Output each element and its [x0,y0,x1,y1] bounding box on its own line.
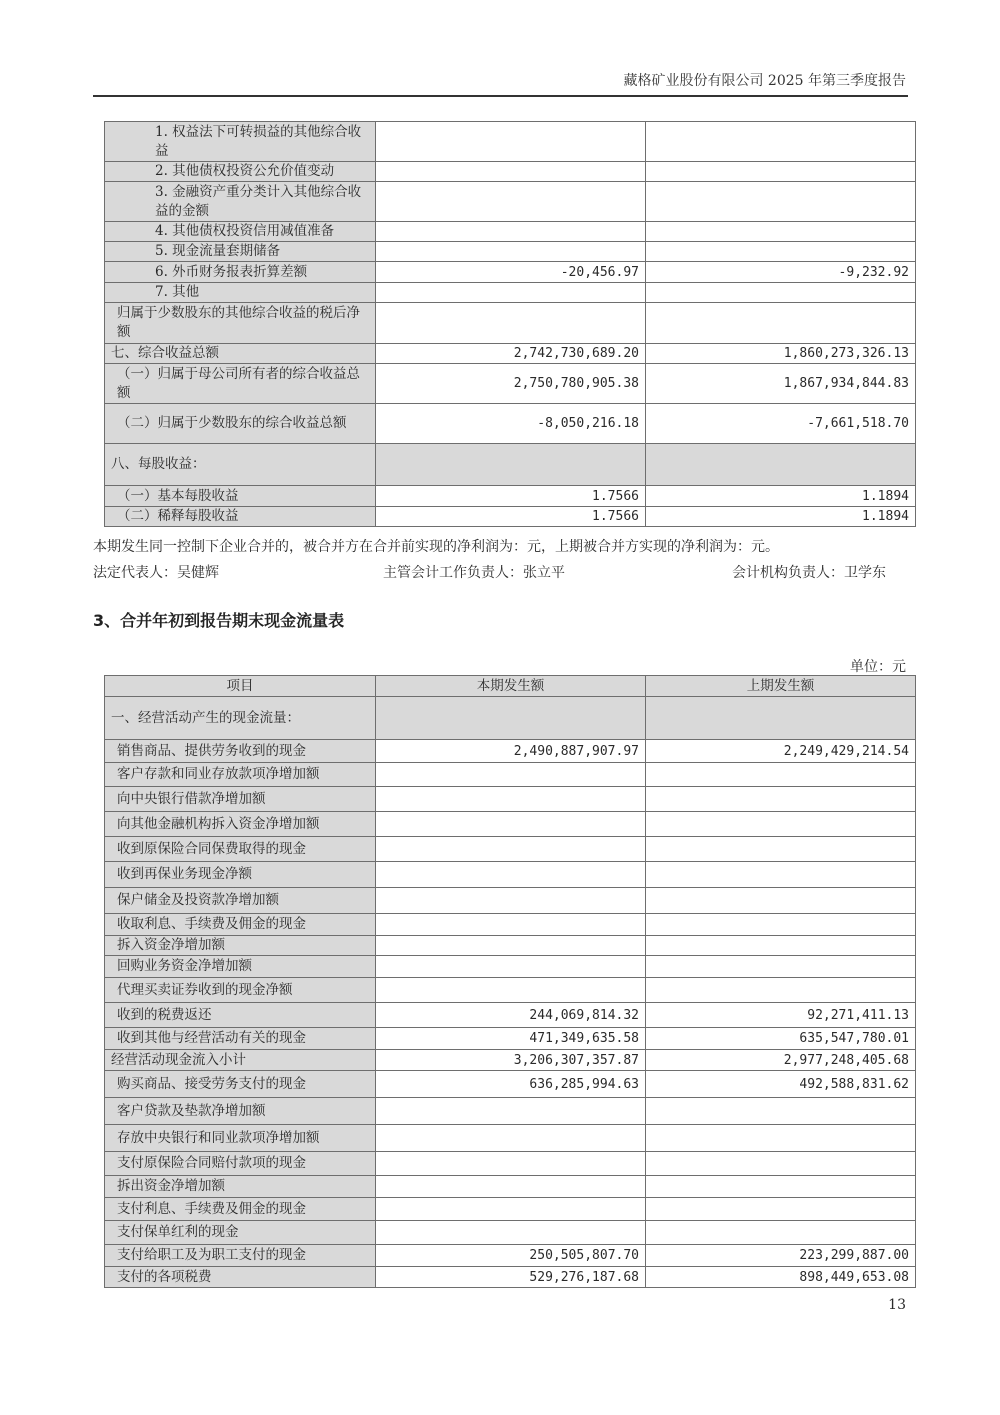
row-label: 经营活动现金流入小计 [105,1050,376,1071]
cashflow-table-row [105,936,916,956]
prior-period-value: 92,271,411.13 [646,1003,916,1028]
prior-period-value: -9,232.92 [646,262,916,283]
current-period-value [376,222,646,242]
income-table-row [105,404,916,444]
row-label: 5. 现金流量套期储备 [105,242,376,262]
row-label: 收到其他与经营活动有关的现金 [105,1028,376,1050]
current-period-value [376,1198,646,1221]
cashflow-table-row [105,1098,916,1125]
prior-period-value [646,914,916,936]
current-period-value [376,122,646,162]
row-label: 支付的各项税费 [105,1267,376,1288]
row-label: 保户储金及投资款净增加额 [105,888,376,914]
current-period-value [376,978,646,1003]
row-label: 收取利息、手续费及佣金的现金 [105,914,376,936]
current-period-value: 471,349,635.58 [376,1028,646,1050]
column-header-current: 本期发生额 [376,676,646,697]
prior-period-value [646,283,916,303]
prior-period-value [646,1198,916,1221]
row-label: 收到的税费返还 [105,1003,376,1028]
row-label: 客户存款和同业存放款项净增加额 [105,763,376,787]
current-period-value [376,888,646,914]
cashflow-table-row [105,1221,916,1245]
current-period-value: 2,742,730,689.20 [376,344,646,364]
prior-period-value [646,162,916,182]
cashflow-table-row [105,1245,916,1267]
income-table-row [105,242,916,262]
row-label: 七、综合收益总额 [105,344,376,364]
income-table-row [105,182,916,222]
prior-period-value [646,1125,916,1152]
prior-period-value: 1,860,273,326.13 [646,344,916,364]
income-table-row [105,262,916,283]
prior-period-value [646,1152,916,1176]
row-label: 7. 其他 [105,283,376,303]
cashflow-table-row [105,1152,916,1176]
row-label: 支付给职工及为职工支付的现金 [105,1245,376,1267]
header-divider [93,95,908,97]
prior-period-value [646,978,916,1003]
prior-period-value: 1,867,934,844.83 [646,364,916,404]
page-number: 13 [888,1297,906,1313]
current-period-value [376,162,646,182]
prior-period-value [646,303,916,344]
accounting-head: 主管会计工作负责人：张立平 [383,565,565,581]
merger-note: 本期发生同一控制下企业合并的，被合并方在合并前实现的净利润为：元，上期被合并方实现的净利润为：元。 [93,539,779,555]
row-label: 向中央银行借款净增加额 [105,787,376,812]
current-period-value: -8,050,216.18 [376,404,646,444]
income-table-row [105,122,916,162]
current-period-value [376,1152,646,1176]
cashflow-table-row [105,1028,916,1050]
row-label: 支付保单红利的现金 [105,1221,376,1245]
cashflow-table-row [105,837,916,862]
prior-period-value [646,787,916,812]
prior-period-value [646,888,916,914]
income-table-row [105,444,916,486]
income-table-row [105,344,916,364]
row-label: （二）稀释每股收益 [105,507,376,527]
current-period-value [376,936,646,956]
row-label: 归属于少数股东的其他综合收益的税后净额 [105,303,376,344]
cashflow-table-row [105,1071,916,1098]
cashflow-header-row [105,676,916,697]
current-period-value [376,283,646,303]
current-period-value [376,697,646,740]
accounting-org-head: 会计机构负责人：卫学东 [732,565,886,581]
prior-period-value [646,812,916,837]
current-period-value [376,1098,646,1125]
row-label: 购买商品、接受劳务支付的现金 [105,1071,376,1098]
cashflow-table-row [105,862,916,888]
current-period-value [376,914,646,936]
current-period-value: 3,206,307,357.87 [376,1050,646,1071]
cashflow-table-row [105,914,916,936]
current-period-value [376,444,646,486]
legal-representative: 法定代表人：吴健辉 [93,565,219,581]
row-label: 八、每股收益： [105,444,376,486]
row-label: 收到原保险合同保费取得的现金 [105,837,376,862]
current-period-value: 1.7566 [376,507,646,527]
cashflow-table-row [105,888,916,914]
current-period-value: -20,456.97 [376,262,646,283]
unit-label: 单位：元 [850,659,906,675]
prior-period-value [646,444,916,486]
row-label: 支付利息、手续费及佣金的现金 [105,1198,376,1221]
prior-period-value: 2,249,429,214.54 [646,740,916,763]
cashflow-table-row [105,1050,916,1071]
current-period-value: 1.7566 [376,486,646,507]
income-table-row [105,486,916,507]
prior-period-value [646,936,916,956]
prior-period-value [646,182,916,222]
column-header-prior: 上期发生额 [646,676,916,697]
prior-period-value: 898,449,653.08 [646,1267,916,1288]
row-label: （一）归属于母公司所有者的综合收益总额 [105,364,376,404]
row-label: 销售商品、提供劳务收到的现金 [105,740,376,763]
current-period-value: 2,490,887,907.97 [376,740,646,763]
current-period-value [376,812,646,837]
prior-period-value [646,862,916,888]
row-label: 收到再保业务现金净额 [105,862,376,888]
prior-period-value: 635,547,780.01 [646,1028,916,1050]
cashflow-table-row [105,978,916,1003]
income-table-row [105,507,916,527]
row-label: （二）归属于少数股东的综合收益总额 [105,404,376,444]
cashflow-table-row [105,956,916,978]
income-table-row [105,303,916,344]
row-label: 代理买卖证券收到的现金净额 [105,978,376,1003]
prior-period-value [646,697,916,740]
income-statement-table [104,121,916,527]
prior-period-value: 223,299,887.00 [646,1245,916,1267]
row-label: （一）基本每股收益 [105,486,376,507]
cashflow-table-row [105,787,916,812]
prior-period-value: -7,661,518.70 [646,404,916,444]
prior-period-value: 1.1894 [646,507,916,527]
current-period-value [376,956,646,978]
current-period-value [376,763,646,787]
prior-period-value [646,1098,916,1125]
current-period-value [376,1125,646,1152]
row-label: 客户贷款及垫款净增加额 [105,1098,376,1125]
row-label: 4. 其他债权投资信用减值准备 [105,222,376,242]
current-period-value [376,182,646,222]
cashflow-section-title: 3、合并年初到报告期末现金流量表 [93,611,345,630]
cashflow-table-row [105,763,916,787]
cashflow-table-row [105,1176,916,1198]
cashflow-table-row [105,1198,916,1221]
row-label: 2. 其他债权投资公允价值变动 [105,162,376,182]
prior-period-value [646,222,916,242]
current-period-value: 636,285,994.63 [376,1071,646,1098]
cashflow-table [104,675,916,1288]
current-period-value: 244,069,814.32 [376,1003,646,1028]
row-label: 6. 外币财务报表折算差额 [105,262,376,283]
current-period-value [376,837,646,862]
row-label: 向其他金融机构拆入资金净增加额 [105,812,376,837]
cashflow-table-row [105,1125,916,1152]
income-table-row [105,222,916,242]
prior-period-value: 1.1894 [646,486,916,507]
row-label: 1. 权益法下可转损益的其他综合收益 [105,122,376,162]
report-header-title: 藏格矿业股份有限公司 2025 年第三季度报告 [623,73,906,89]
row-label: 拆入资金净增加额 [105,936,376,956]
current-period-value: 529,276,187.68 [376,1267,646,1288]
row-label: 回购业务资金净增加额 [105,956,376,978]
row-label: 支付原保险合同赔付款项的现金 [105,1152,376,1176]
current-period-value [376,1221,646,1245]
income-table-row [105,162,916,182]
current-period-value [376,242,646,262]
column-header-item: 项目 [105,676,376,697]
current-period-value [376,787,646,812]
current-period-value [376,1176,646,1198]
current-period-value: 2,750,780,905.38 [376,364,646,404]
cashflow-table-row [105,1267,916,1288]
income-table-row [105,364,916,404]
cashflow-table-row [105,812,916,837]
row-label: 3. 金融资产重分类计入其他综合收益的金额 [105,182,376,222]
prior-period-value [646,956,916,978]
row-label: 一、经营活动产生的现金流量： [105,697,376,740]
prior-period-value [646,763,916,787]
prior-period-value: 492,588,831.62 [646,1071,916,1098]
row-label: 存放中央银行和同业款项净增加额 [105,1125,376,1152]
current-period-value: 250,505,807.70 [376,1245,646,1267]
prior-period-value [646,1221,916,1245]
prior-period-value [646,242,916,262]
prior-period-value: 2,977,248,405.68 [646,1050,916,1071]
row-label: 拆出资金净增加额 [105,1176,376,1198]
prior-period-value [646,122,916,162]
cashflow-table-row [105,697,916,740]
prior-period-value [646,837,916,862]
current-period-value [376,303,646,344]
prior-period-value [646,1176,916,1198]
income-table-row [105,283,916,303]
cashflow-table-row [105,1003,916,1028]
current-period-value [376,862,646,888]
cashflow-table-row [105,740,916,763]
